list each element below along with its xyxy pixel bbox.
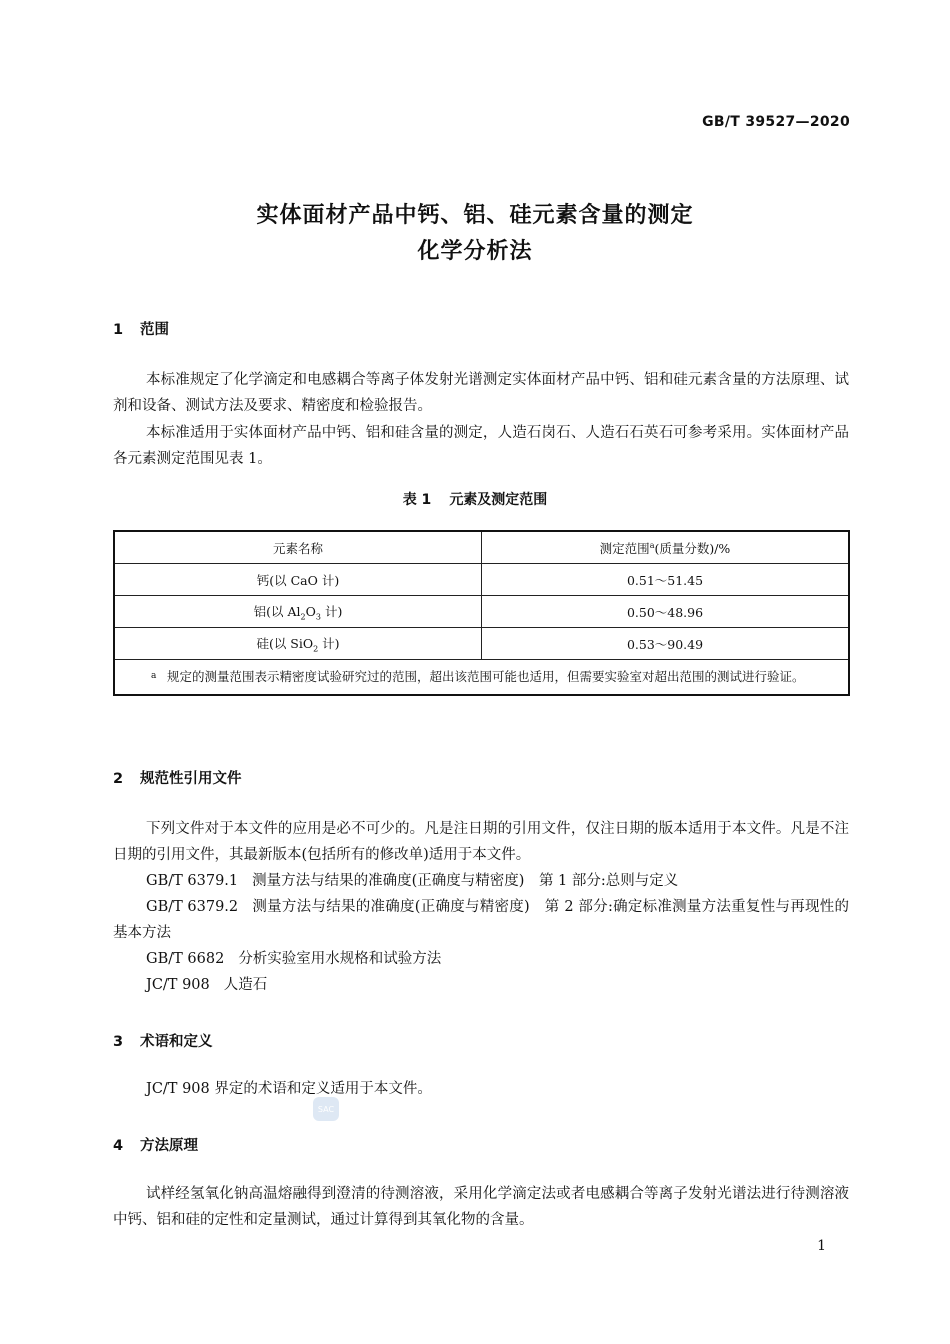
table-row [114, 564, 849, 596]
range-cell: 0.50～48.96 [482, 596, 850, 628]
footnote-ref: a [649, 540, 655, 550]
document-subtitle: 化学分析法 [417, 239, 533, 264]
footnote-mark: a [151, 671, 157, 681]
reference-code: GB/T 6379.1 [146, 873, 239, 889]
element-cell [114, 628, 482, 660]
standard-code: GB/T 39527—2020 [702, 114, 850, 130]
header-range-label: 测定范围 [599, 540, 650, 556]
reference-code: GB/T 6682 [146, 951, 225, 967]
table-title: 元素及测定范围 [449, 492, 548, 508]
header-range-unit: (质量分数)/% [654, 540, 731, 556]
reference-title: 测量方法与结果的准确度(正确度与精密度) 第 1 部分:总则与定义 [252, 873, 679, 889]
section-number: 1 [113, 322, 124, 338]
elements-range-table [113, 530, 850, 696]
document-title: 实体面材产品中钙、铝、硅元素含量的测定 [256, 203, 694, 228]
table-footnote-row [114, 660, 849, 696]
reference-item [113, 894, 849, 946]
section-1-paragraph-2: 本标准适用于实体面材产品中钙、铝和硅含量的测定，人造石岗石、人造石石英石可参考采用。实体面材产品各元素测定范围见表 1。 [113, 425, 849, 467]
section-4-paragraph-1: 试样经氢氧化钠高温熔融得到澄清的待测溶液，采用化学滴定法或者电感耦合等离子发射光谱法进行待测溶液中钙、铝和硅的定性和定量测试，通过计算得到其氧化物的含量。 [113, 1186, 849, 1228]
subscript: 3 [315, 612, 321, 622]
element-suffix: 计) [320, 603, 343, 619]
section-title: 方法原理 [140, 1138, 198, 1154]
section-title: 规范性引用文件 [140, 771, 242, 787]
reference-title: 人造石 [223, 977, 268, 993]
header-measure-range [482, 531, 850, 564]
section-number: 2 [113, 771, 124, 787]
section-2-heading [113, 767, 242, 788]
section-3-paragraph-1: JC/T 908 界定的术语和定义适用于本文件。 [146, 1081, 432, 1097]
section-title: 范围 [140, 322, 169, 338]
footnote-text: 规定的测量范围表示精密度试验研究过的范围，超出该范围可能也适用，但需要实验室对超出范围的测试进行验证。 [167, 669, 805, 684]
subscript: 2 [300, 612, 306, 622]
section-number: 3 [113, 1034, 124, 1050]
reference-item [113, 868, 849, 894]
range-cell: 0.51～51.45 [482, 564, 850, 596]
element-cell [114, 596, 482, 628]
reference-code: GB/T 6379.2 [146, 899, 239, 915]
section-3-heading [113, 1030, 213, 1051]
reference-title: 分析实验室用水规格和试验方法 [238, 951, 442, 967]
element-name: 钙(以 CaO 计) [256, 572, 340, 588]
table-row [114, 596, 849, 628]
section-4-heading [113, 1134, 198, 1155]
section-title: 术语和定义 [140, 1034, 213, 1050]
element-formula: O [305, 603, 316, 619]
sac-watermark: SAC [313, 1097, 339, 1121]
table-number: 表 1 [402, 492, 432, 508]
range-cell: 0.53～90.49 [482, 628, 850, 660]
element-name: 硅(以 SiO [256, 635, 314, 651]
table-caption [0, 489, 950, 509]
reference-title: 测量方法与结果的准确度(正确度与精密度) 第 2 部分:确定标准测量方法重复性与再现性的基本方法 [113, 899, 849, 941]
reference-item [113, 972, 849, 998]
element-cell [114, 564, 482, 596]
table-header-row [114, 531, 849, 564]
table-row [114, 628, 849, 660]
table-footnote [114, 660, 849, 696]
subscript: 2 [313, 644, 319, 654]
page-number: 1 [817, 1238, 826, 1254]
reference-item [113, 946, 849, 972]
section-1-heading [113, 318, 169, 339]
section-number: 4 [113, 1138, 124, 1154]
reference-code: JC/T 908 [146, 977, 210, 993]
element-name: 铝(以 Al [253, 603, 301, 619]
header-element-name: 元素名称 [114, 531, 482, 564]
element-suffix: 计) [318, 635, 340, 651]
section-1-paragraph-1: 本标准规定了化学滴定和电感耦合等离子体发射光谱测定实体面材产品中钙、铝和硅元素含量的方法原理、试剂和设备、测试方法及要求、精密度和检验报告。 [113, 372, 849, 414]
section-2-paragraph-1: 下列文件对于本文件的应用是必不可少的。凡是注日期的引用文件，仅注日期的版本适用于本文件。凡是不注日期的引用文件，其最新版本(包括所有的修改单)适用于本文件。 [113, 821, 849, 863]
